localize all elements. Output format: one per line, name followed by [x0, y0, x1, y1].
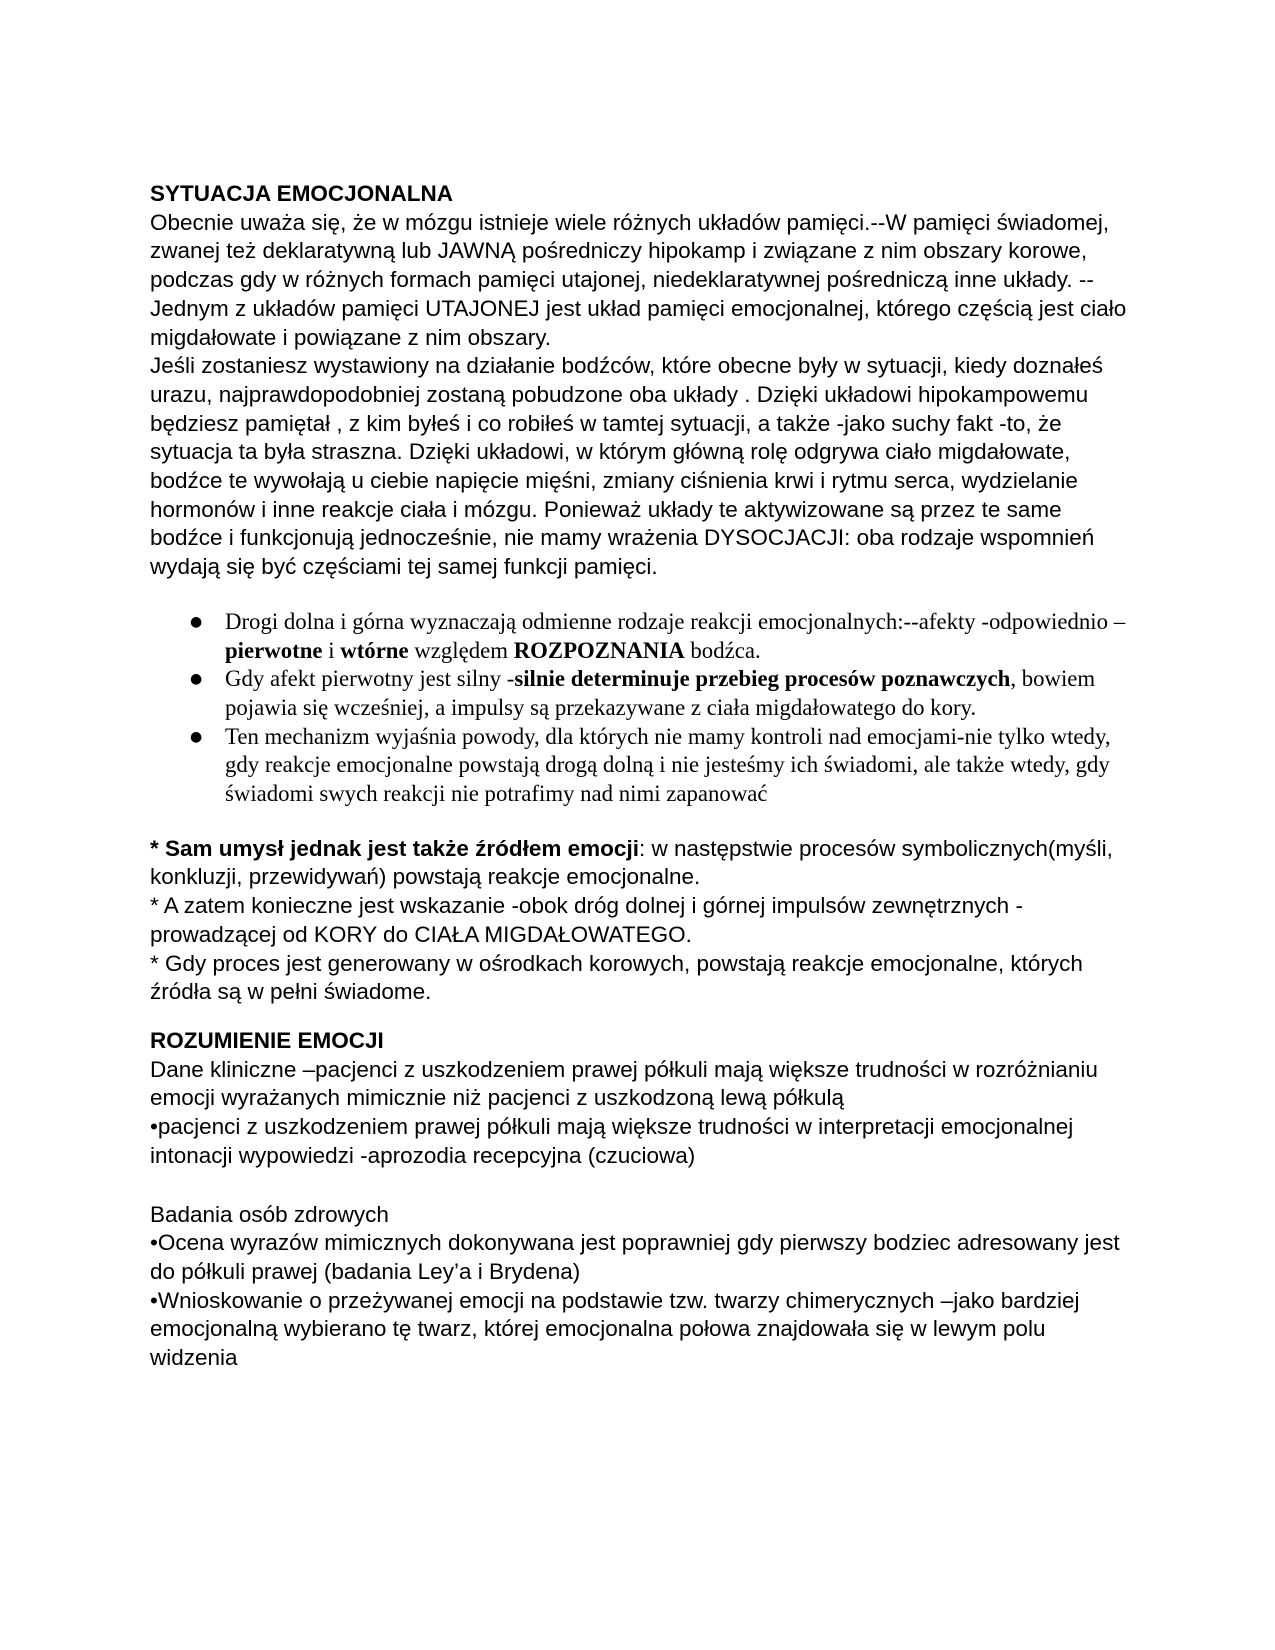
paragraph-aprosodia: •pacjenci z uszkodzeniem prawej półkuli mają większe trudności w interpretacji emocjonalnej intonacji wypowiedzi -aprozodia recepcyjna (czuciowa)	[150, 1114, 1074, 1168]
paragraph-memory-systems: Obecnie uważa się, że w mózgu istnieje wiele różnych układów pamięci.--W pamięci świadomej, zwanej też deklaratywną lub JAWNĄ pośredniczy hipokamp i związane z nim obszary korowe, podczas gdy w różnych formach pamięci utajonej, niedeklaratywnej pośredniczą inne układy. --Jednym z układów pamięci UTAJONEJ jest układ pamięci emocjonalnej, którego częścią jest ciało migdałowate i powiązane z nim obszary.	[150, 209, 1127, 350]
note-bold: * Sam umysł jednak jest także źródłem emocji	[150, 835, 639, 861]
list-item-text: Ten mechanizm wyjaśnia powody, dla których nie mamy kontroli nad emocjami-nie tylko wtedy, gdy reakcje emocjonalne powstają drogą dolną i nie jesteśmy ich świadomi, ale także wtedy, gdy świadomi swych reakcji nie potrafimy nad nimi zapanować	[225, 723, 1111, 807]
list-item-bold: silnie determinuje przebieg procesów poznawczych	[514, 666, 1011, 692]
list-item-text: i	[322, 637, 341, 663]
bullet-icon: ●	[190, 671, 203, 688]
list-item-text: bodźca.	[684, 637, 761, 663]
heading-emotional-situation: SYTUACJA EMOCJONALNA	[150, 181, 453, 206]
section-understanding-emotions	[150, 1027, 1135, 1373]
list-item-text: Gdy afekt pierwotny jest silny -	[225, 666, 515, 692]
list-item	[150, 723, 1135, 809]
paragraph-stimuli-exposure: Jeśli zostaniesz wystawiony na działanie bodźców, które obecne były w sytuacji, kiedy doznałeś urazu, najprawdopodobniej zostaną pobudzone oba układy . Dzięki układowi hipokampowemu będziesz pamiętał , z kim byłeś i co robiłeś w tamtej sytuacji, a także -jako suchy fakt -to, że sytuacja ta była straszna. Dzięki układowi, w którym główną rolę odgrywa ciało migdałowate, bodźce te wywołają u ciebie napięcie mięśni, zmiany ciśnienia krwi i rytmu serca, wydzielanie hormonów i inne reakcje ciała i mózgu. Ponieważ układy te aktywizowane są przez te same bodźce i funkcjonują jednocześnie, nie mamy wrażenia DYSOCJACJI: oba rodzaje wspomnień wydają się być częściami tej samej funkcji pamięci.	[150, 353, 1103, 580]
list-item-text: , bowiem pojawia się wcześniej, a impulsy są przekazywane z ciała migdałowatego do kory.	[225, 666, 1096, 720]
document-page	[150, 180, 1135, 1373]
list-item-text: względem	[408, 637, 514, 663]
list-item-bold: ROZPOZNANIA	[513, 637, 685, 663]
list-item	[150, 665, 1135, 722]
list-item-bold: pierwotne	[225, 637, 323, 663]
subheading-healthy-studies: Badania osób zdrowych	[150, 1201, 389, 1227]
bullet-icon: ●	[190, 613, 203, 630]
note-mind-source	[150, 835, 1135, 892]
note-text: : w następstwie procesów symbolicznych(myśli, konkluzji, przewidywań) powstają reakcje emocjonalne.	[150, 835, 1113, 890]
list-item-bold: wtórne	[340, 637, 409, 663]
heading-understanding-emotions: ROZUMIENIE EMOCJI	[150, 1027, 384, 1053]
section-notes	[150, 835, 1135, 1007]
paragraph-chimeric-faces: •Wnioskowanie o przeżywanej emocji na podstawie tzw. twarzy chimerycznych –jako bardziej emocjonalną wybierano tę twarz, której emocjonalna połowa znajdowała się w lewym polu widzenia	[150, 1287, 1080, 1371]
list-item	[150, 608, 1135, 665]
bullet-icon: ●	[190, 728, 203, 745]
note-cortex-path: * A zatem konieczne jest wskazanie -obok dróg dolnej i górnej impulsów zewnętrznych -prowadzącej od KORY do CIAŁA MIGDAŁOWATEGO.	[150, 893, 1023, 947]
paragraph-mimic-evaluation: •Ocena wyrazów mimicznych dokonywana jest poprawniej gdy pierwszy bodziec adresowany jest do półkuli prawej (badania Ley’a i Brydena)	[150, 1230, 1120, 1284]
list-item-text: Drogi dolna i górna wyznaczają odmienne rodzaje reakcji emocjonalnych:--afekty -odpowiednio –	[225, 608, 1126, 634]
note-cortical-process: * Gdy proces jest generowany w ośrodkach korowych, powstają reakcje emocjonalne, których źródła są w pełni świadome.	[150, 950, 1083, 1005]
paragraph-clinical-data: Dane kliniczne –pacjenci z uszkodzeniem prawej półkuli mają większe trudności w rozróżnianiu emocji wyrażanych mimicznie niż pacjenci z uszkodzoną lewą półkulą	[150, 1056, 1098, 1111]
bullet-list	[150, 608, 1135, 809]
section-emotional-situation	[150, 180, 1135, 582]
